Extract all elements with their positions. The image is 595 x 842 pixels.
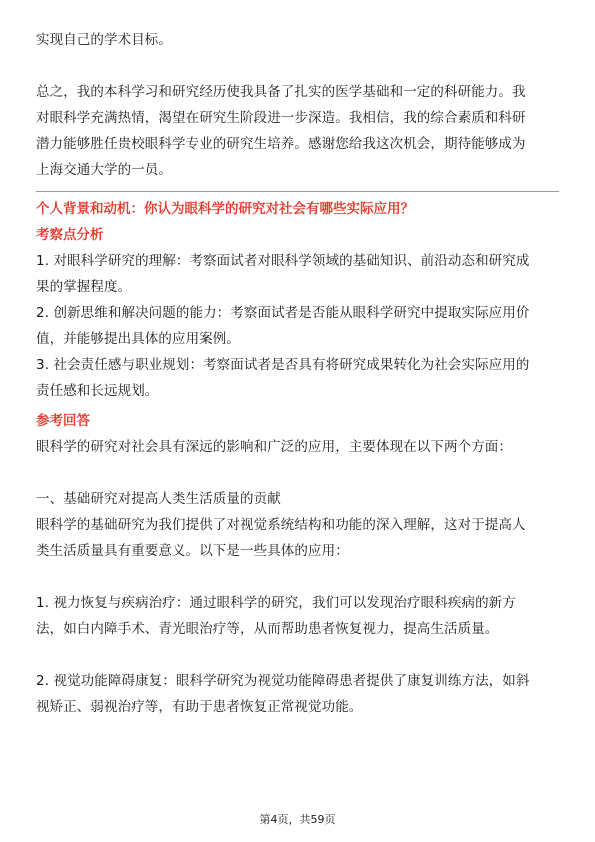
paragraph-line: 实现自己的学术目标。 xyxy=(36,32,172,48)
analysis-item-line: 3. 社会责任感与职业规划：考察面试者是否具有将研究成果转化为社会实际应用的 xyxy=(36,357,530,373)
question-title: 个人背景和动机：你认为眼科学的研究对社会有哪些实际应用？ xyxy=(36,201,414,217)
page-number: 第4页，共59页 xyxy=(259,813,336,826)
document-page xyxy=(36,0,559,720)
list-item-line: 法，如白内障手术、青光眼治疗等，从而帮助患者恢复视力，提高生活质量。 xyxy=(36,621,499,637)
paragraph-line: 潜力能够胜任贵校眼科学专业的研究生培养。感谢您给我这次机会，期待能够成为 xyxy=(36,136,526,152)
section-title: 一、基础研究对提高人类生活质量的贡献 xyxy=(36,491,281,507)
paragraph-line: 对眼科学充满热情，渴望在研究生阶段进一步深造。我相信，我的综合素质和科研 xyxy=(36,110,526,126)
analysis-heading: 考察点分析 xyxy=(36,227,104,243)
paragraph-line: 上海交通大学的一员。 xyxy=(36,162,172,178)
list-item-line: 视矫正、弱视治疗等，有助于患者恢复正常视觉功能。 xyxy=(36,699,363,715)
list-item-line: 1. 视力恢复与疾病治疗：通过眼科学的研究，我们可以发现治疗眼科疾病的新方 xyxy=(36,595,516,611)
analysis-item-line: 值，并能够提出具体的应用案例。 xyxy=(36,331,240,347)
answer-intro: 眼科学的研究对社会具有深远的影响和广泛的应用，主要体现在以下两个方面： xyxy=(36,439,512,455)
paragraph-line: 类生活质量具有重要意义。以下是一些具体的应用： xyxy=(36,543,349,559)
analysis-item-line: 果的掌握程度。 xyxy=(36,279,132,295)
analysis-item-line: 责任感和长远规划。 xyxy=(36,383,159,399)
analysis-item-line: 2. 创新思维和解决问题的能力：考察面试者是否能从眼科学研究中提取实际应用价 xyxy=(36,305,530,321)
analysis-item-line: 1. 对眼科学研究的理解：考察面试者对眼科学领域的基础知识、前沿动态和研究成 xyxy=(36,253,530,269)
paragraph-line: 眼科学的基础研究为我们提供了对视觉系统结构和功能的深入理解，这对于提高人 xyxy=(36,517,526,533)
answer-heading: 参考回答 xyxy=(36,413,90,429)
paragraph-line: 总之，我的本科学习和研究经历使我具备了扎实的医学基础和一定的科研能力。我 xyxy=(36,84,526,100)
list-item-line: 2. 视觉功能障碍康复：眼科学研究为视觉功能障碍患者提供了康复训练方法，如斜 xyxy=(36,673,530,689)
